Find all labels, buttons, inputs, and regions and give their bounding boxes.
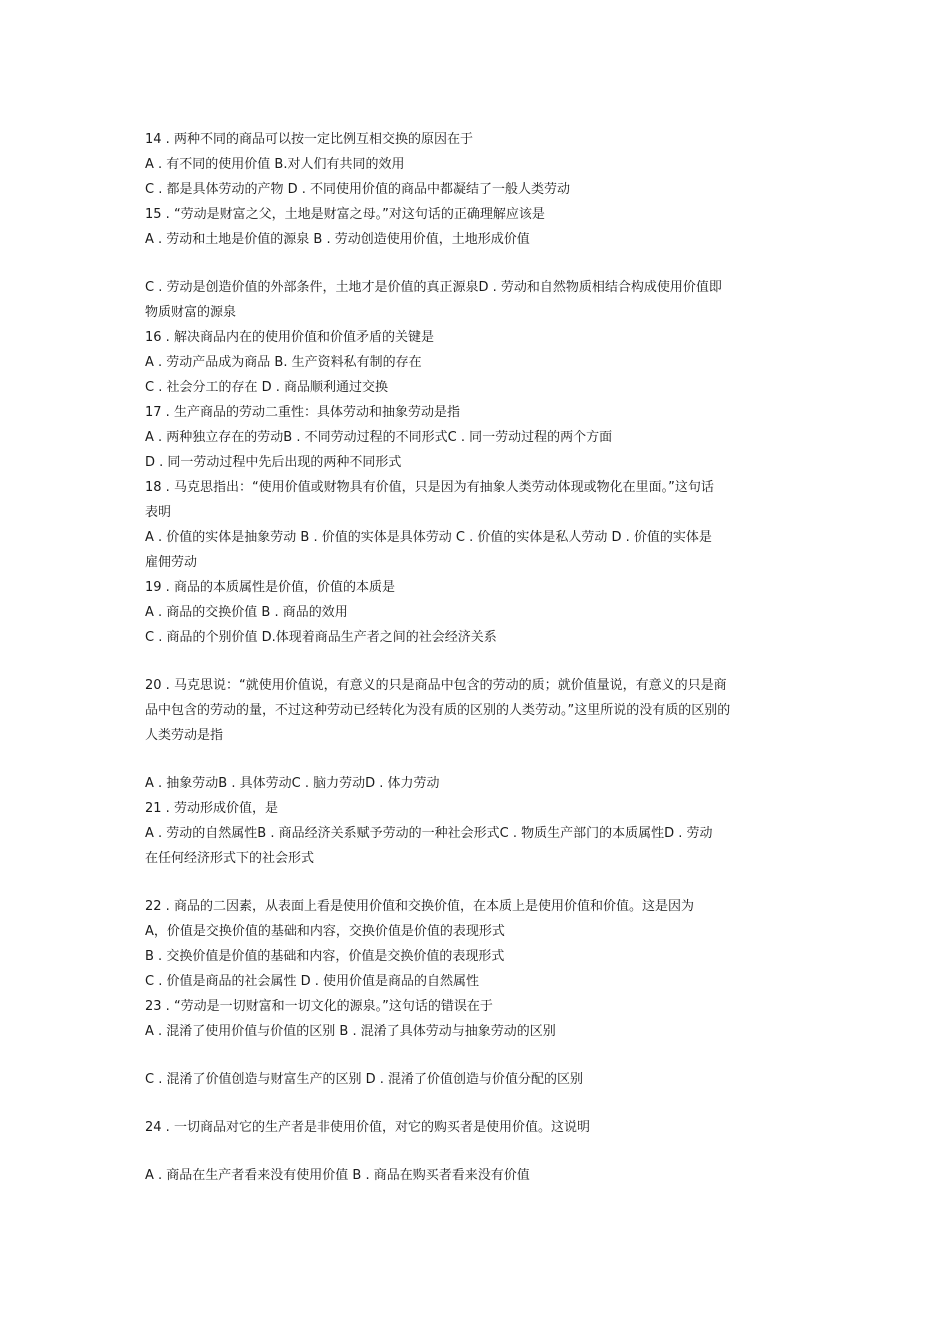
spacer <box>145 871 810 894</box>
question-16-stem: 16 . 解决商品内在的使用价值和价值矛盾的关键是 <box>145 330 434 345</box>
question-23-options-ab: A . 混淆了使用价值与价值的区别 B . 混淆了具体劳动与抽象劳动的区别 <box>145 1024 556 1039</box>
spacer <box>145 1140 810 1163</box>
question-21-stem: 21 . 劳动形成价值，是 <box>145 801 278 816</box>
question-20-stem-cont: 品中包含的劳动的量，不过这种劳动已经转化为没有质的区别的人类劳动。”这里所说的没有质的区别的 <box>145 703 731 718</box>
spacer <box>145 748 810 771</box>
question-22-option-a: A，价值是交换价值的基础和内容，交换价值是价值的表现形式 <box>145 924 505 939</box>
spacer <box>145 252 810 275</box>
question-18-stem: 18 . 马克思指出：“使用价值或财物具有价值，只是因为有抽象人类劳动体现或物化在里面。”这句话 <box>145 480 714 495</box>
question-17-options-abc: A . 两种独立存在的劳动B . 不同劳动过程的不同形式C . 同一劳动过程的两个方面 <box>145 430 613 445</box>
question-24-stem: 24 . 一切商品对它的生产者是非使用价值，对它的购买者是使用价值。这说明 <box>145 1120 590 1135</box>
spacer <box>145 650 810 673</box>
question-16-options-cd: C . 社会分工的存在 D . 商品顺利通过交换 <box>145 380 389 395</box>
question-23-stem: 23 . “劳动是一切财富和一切文化的源泉。”这句话的错误在于 <box>145 999 493 1014</box>
question-18-stem-cont: 表明 <box>145 505 172 520</box>
question-15-options-cd: C . 劳动是创造价值的外部条件，土地才是价值的真正源泉D . 劳动和自然物质相结合构成使用价值即 <box>145 280 722 295</box>
question-18-options: A . 价值的实体是抽象劳动 B . 价值的实体是具体劳动 C . 价值的实体是私人劳动 D . 价值的实体是 <box>145 530 712 545</box>
question-17-option-d: D . 同一劳动过程中先后出现的两种不同形式 <box>145 455 402 470</box>
question-19-stem: 19 . 商品的本质属性是价值，价值的本质是 <box>145 580 395 595</box>
spacer <box>145 1092 810 1115</box>
question-21-options-cont: 在任何经济形式下的社会形式 <box>145 851 315 866</box>
question-18-options-cont: 雇佣劳动 <box>145 555 198 570</box>
question-14-stem: 14 . 两种不同的商品可以按一定比例互相交换的原因在于 <box>145 132 473 147</box>
question-16-options-ab: A . 劳动产品成为商品 B. 生产资料私有制的存在 <box>145 355 422 370</box>
question-14-options-ab: A . 有不同的使用价值 B.对人们有共同的效用 <box>145 157 405 172</box>
question-24-options-ab: A . 商品在生产者看来没有使用价值 B . 商品在购买者看来没有价值 <box>145 1168 530 1183</box>
document-page <box>145 127 810 1188</box>
question-20-stem-end: 人类劳动是指 <box>145 728 224 743</box>
spacer <box>145 1044 810 1067</box>
question-15-stem: 15 . “劳动是财富之父，土地是财富之母。”对这句话的正确理解应该是 <box>145 207 545 222</box>
question-22-stem: 22 . 商品的二因素，从表面上看是使用价值和交换价值，在本质上是使用价值和价值。这是因为 <box>145 899 694 914</box>
question-22-option-b: B . 交换价值是价值的基础和内容，价值是交换价值的表现形式 <box>145 949 505 964</box>
question-14-options-cd: C . 都是具体劳动的产物 D . 不同使用价值的商品中都凝结了一般人类劳动 <box>145 182 571 197</box>
question-22-options-cd: C . 价值是商品的社会属性 D . 使用价值是商品的自然属性 <box>145 974 480 989</box>
question-15-options-ab: A . 劳动和土地是价值的源泉 B . 劳动创造使用价值，土地形成价值 <box>145 232 530 247</box>
question-19-options-ab: A . 商品的交换价值 B . 商品的效用 <box>145 605 348 620</box>
question-15-options-cd-cont: 物质财富的源泉 <box>145 305 237 320</box>
question-19-options-cd: C . 商品的个别价值 D.体现着商品生产者之间的社会经济关系 <box>145 630 497 645</box>
question-20-options: A . 抽象劳动B . 具体劳动C . 脑力劳动D . 体力劳动 <box>145 776 440 791</box>
question-20-stem: 20 . 马克思说：“就使用价值说，有意义的只是商品中包含的劳动的质；就价值量说，有意义的只是商 <box>145 678 727 693</box>
question-21-options: A . 劳动的自然属性B . 商品经济关系赋予劳动的一种社会形式C . 物质生产部门的本质属性D . 劳动 <box>145 826 713 841</box>
question-23-options-cd: C . 混淆了价值创造与财富生产的区别 D . 混淆了价值创造与价值分配的区别 <box>145 1072 584 1087</box>
question-17-stem: 17 . 生产商品的劳动二重性：具体劳动和抽象劳动是指 <box>145 405 460 420</box>
